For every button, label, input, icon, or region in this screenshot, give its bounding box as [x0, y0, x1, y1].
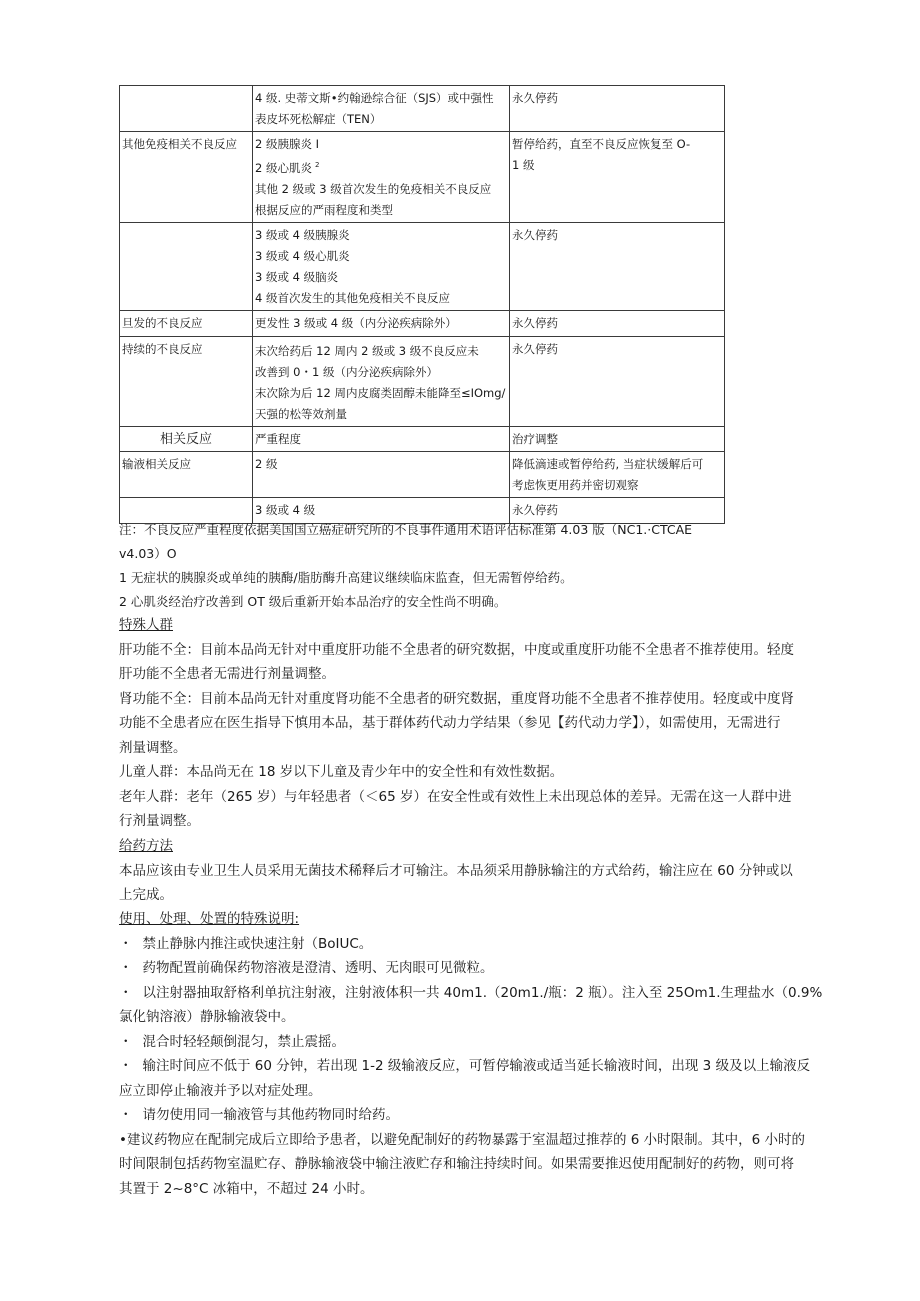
table-row: [120, 222, 725, 310]
bullet-icon: •: [119, 1131, 127, 1148]
table-cell-action: [510, 86, 725, 132]
cell-text: 3 级或 4 级脑炎: [255, 269, 339, 284]
bullet-text: 以注射器抽取舒格利单抗注射液，注射液体积一共 40m1.（20m1./瓶：2 瓶）。注入至 25Om1.生理盐水（0.9%: [142, 984, 823, 1001]
header-text: 治疗调整: [512, 431, 558, 446]
table-cell-action: [510, 336, 725, 426]
table-cell-severity: [253, 86, 510, 132]
cell-text: 旦发的不良反应: [122, 315, 203, 330]
cell-text: 表皮坏死松解症（TEN）: [255, 112, 382, 126]
cell-text: 4 级首次发生的其他免疫相关不良反应: [255, 290, 450, 305]
cell-text: 改善到 0・1 级（内分泌疾病除外）: [255, 364, 438, 379]
table-cell-severity: [253, 132, 510, 223]
footnote-marker: 2: [314, 161, 320, 169]
table-row: [120, 336, 725, 426]
cell-text: 暂停给药，直至不良反应恢复至 O-: [512, 137, 691, 151]
note-line: 注：不良反应严重程度依据美国国立癌症研究所的不良事件通用术语评估标准第 4.03 版（NC1.·CTCAE: [119, 522, 693, 537]
bullet-text: 输注时间应不低于 60 分钟，若出现 1-2 级输液反应，可暂停输液或适当延长输液时间，出现 3 级及以上输液反: [142, 1058, 811, 1074]
bullet-item: [119, 956, 864, 981]
note-line: v4.03）O: [119, 546, 177, 561]
cell-text: 4 级. 史蒂文斯•约翰逊综合征（SJS）或中强性: [255, 91, 494, 105]
cell-text: 永久停药: [512, 502, 558, 517]
cell-text-main: 2 级心肌炎: [255, 160, 312, 175]
table-cell-severity: [253, 451, 510, 497]
section-heading-handling: 使用、处理、处置的特殊说明:: [119, 911, 300, 927]
bullet-item: [119, 981, 864, 1006]
table-header-action: [510, 426, 725, 451]
special-populations-section: [119, 613, 864, 834]
bullet-item: [119, 1054, 864, 1079]
table-cell-action: [510, 310, 725, 336]
cell-text: 1 级: [512, 158, 535, 172]
administration-section: [119, 834, 864, 908]
paragraph-line: 剂量调整。: [119, 739, 187, 756]
bullet-icon: ・: [119, 1107, 133, 1123]
bullet-text: 请勿使用同一输液管与其他药物同时给药。: [142, 1107, 399, 1123]
paragraph-line: 肝功能不全：目前本品尚无针对中重度肝功能不全患者的研究数据，中度或重度肝功能不全患者不推荐使用。轻度: [119, 641, 794, 658]
cell-text: 永久停药: [512, 227, 558, 242]
bullet-icon: ・: [119, 960, 133, 976]
table-cell-reaction: [120, 222, 253, 310]
bullet-icon: ・: [119, 935, 133, 952]
bullet-text: 禁止静脉内推注或快速注射（BoIUC。: [142, 935, 373, 952]
bullet-continuation: 氯化钠溶液）静脉输液袋中。: [119, 1009, 295, 1025]
bullet-continuation: 应立即停止输液并予以对症处理。: [119, 1082, 322, 1099]
section-heading-special-populations: 特殊人群: [119, 617, 173, 633]
table-cell-severity: [253, 222, 510, 310]
cell-text: 永久停药: [512, 91, 558, 105]
cell-text: 2 级: [255, 456, 278, 471]
table-header-reaction: [120, 426, 253, 451]
cell-text: 根据反应的严雨程度和类型: [255, 202, 393, 217]
cell-text: 3 级或 4 级心肌炎: [255, 248, 350, 263]
table-cell-severity: [253, 336, 510, 426]
bullet-item: [119, 1030, 864, 1055]
cell-text: 天强的松等效剂量: [255, 406, 347, 421]
bullet-text: 建议药物应在配制完成后立即给予患者，以避免配制好的药物暴露于室温超过推荐的 6 小时限制。其中，6 小时的: [126, 1131, 806, 1148]
cell-text: 输液相关反应: [122, 456, 191, 471]
table-cell-reaction: [120, 310, 253, 336]
table-cell-action: [510, 451, 725, 497]
bullet-item: [119, 932, 864, 957]
table-header-row: [120, 426, 725, 451]
paragraph-line: 老年人群：老年（265 岁）与年轻患者（＜65 岁）在安全性或有效性上未出现总体的差异。无需在这一人群中进: [119, 788, 792, 805]
cell-text: 其他 2 级或 3 级首次发生的免疫相关不良反应: [255, 181, 492, 196]
header-text: 严重程度: [255, 431, 301, 446]
bullet-item: [119, 1128, 864, 1153]
paragraph-line: 行剂量调整。: [119, 813, 200, 829]
header-text: 相关反应: [159, 431, 212, 447]
table-row: [120, 310, 725, 336]
table-notes: [119, 518, 864, 566]
cell-text: 3 级或 4 级: [255, 502, 316, 517]
cell-text: 永久停药: [512, 341, 558, 356]
table-footnotes: [119, 566, 864, 614]
cell-text: 末次给药后 12 周内 2 级或 3 级不良反应未: [255, 343, 479, 358]
table-row: [120, 86, 725, 132]
cell-text: 2 级胰腺炎 I: [255, 137, 320, 151]
bullet-icon: ・: [119, 1033, 133, 1050]
table-cell-reaction: [120, 336, 253, 426]
cell-text: 其他免疫相关不良反应: [122, 137, 237, 151]
adverse-reaction-table: [119, 85, 725, 524]
section-heading-administration: 给药方法: [119, 838, 173, 854]
cell-text: 3 级或 4 级胰腺炎: [255, 227, 350, 242]
bullet-continuation: 其置于 2~8°C 冰箱中，不超过 24 小时。: [119, 1180, 374, 1197]
bullet-text: 混合时轻轻颠倒混匀，禁止震摇。: [142, 1033, 345, 1050]
cell-text: [255, 155, 507, 179]
table-cell-reaction: [120, 451, 253, 497]
paragraph-line: 肝功能不全患者无需进行剂量调整。: [119, 666, 335, 682]
table-cell-action: [510, 222, 725, 310]
paragraph-line: 儿童人群：本品尚无在 18 岁以下儿童及青少年中的安全性和有效性数据。: [119, 764, 564, 780]
cell-text: 考虑恢更用药并密切观察: [512, 477, 639, 492]
table-row: [120, 132, 725, 223]
table-cell-severity: [253, 310, 510, 336]
cell-text: 永久停药: [512, 315, 558, 330]
paragraph-line: 上完成。: [119, 887, 173, 903]
paragraph-line: 功能不全患者应在医生指导下慎用本品，基于群体药代动力学结果（参见【药代动力学】），如需使用，无需进行: [119, 715, 781, 731]
cell-text: 降低滴速或暂停给药, 当症状缓解后可: [512, 456, 704, 471]
bullet-item: [119, 1103, 864, 1128]
table-cell-action: [510, 132, 725, 223]
table-cell-reaction: [120, 86, 253, 132]
table-row: [120, 451, 725, 497]
bullet-text: 药物配置前确保药物溶液是澄清、透明、无肉眼可见微粒。: [142, 960, 494, 976]
table-cell-reaction: [120, 132, 253, 223]
cell-text: 更发性 3 级或 4 级（内分泌疾病除外）: [255, 315, 457, 330]
handling-section: [119, 907, 864, 1201]
cell-text: 持续的不良反应: [122, 341, 203, 356]
bullet-icon: ・: [119, 984, 133, 1001]
footnote-2: 2 心肌炎经治疗改善到 OT 级后重新开始本品治疗的安全性尚不明确。: [119, 594, 507, 609]
bullet-icon: ・: [119, 1058, 133, 1074]
footnote-1: 1 无症状的胰腺炎或单纯的胰酶/脂肪酶升高建议继续临床监查，但无需暂停给药。: [119, 570, 573, 585]
paragraph-line: 肾功能不全：目前本品尚无针对重度肾功能不全患者的研究数据，重度肾功能不全患者不推荐使用。轻度或中度肾: [119, 690, 794, 707]
paragraph-line: 本品应该由专业卫生人员采用无菌技术稀释后才可输注。本品须采用静脉输注的方式给药，输注应在 60 分钟或以: [119, 862, 793, 879]
bullet-continuation: 时间限制包括药物室温贮存、静脉输液袋中输注液贮存和输注持续时间。如果需要推迟使用配制好的药物，则可将: [119, 1156, 794, 1172]
table-header-severity: [253, 426, 510, 451]
cell-text: 末次除为后 12 周内皮腐类固醇未能降至≤IOmg/: [255, 385, 506, 400]
